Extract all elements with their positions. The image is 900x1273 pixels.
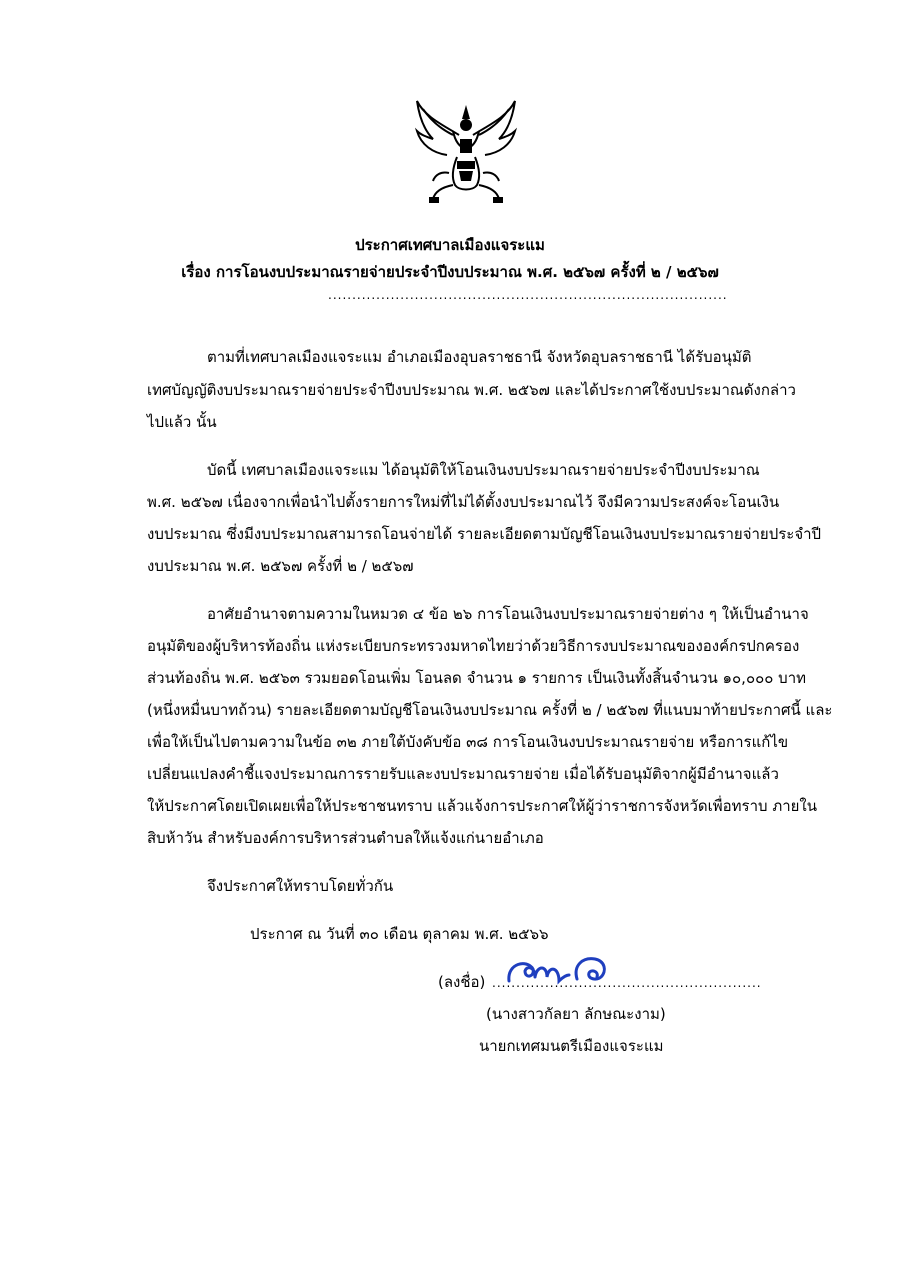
announcement-subject: เรื่อง การโอนงบประมาณรายจ่ายประจำปีงบประมาณ พ.ศ. ๒๕๖๗ ครั้งที่ ๒ / ๒๕๖๗ xyxy=(181,263,719,281)
paragraph-1-line-1: ตามที่เทศบาลเมืองแจระแม อำเภอเมืองอุบลราชธานี จังหวัดอุบลราชธานี ได้รับอนุมัติ xyxy=(207,348,752,366)
title-separator: ................................................................................... xyxy=(328,288,728,302)
paragraph-3-line-7: ให้ประกาศโดยเปิดเผยเพื่อให้ประชาชนทราบ แล้วแจ้งการประกาศให้ผู้ว่าราชการจังหวัดเพื่อทราบ ภายใน xyxy=(147,797,817,815)
paragraph-2-line-2: พ.ศ. ๒๕๖๗ เนื่องจากเพื่อนำไปตั้งรายการใหม่ที่ไม่ได้ตั้งงบประมาณไว้ จึงมีความประสงค์จะโอนเงิน xyxy=(147,493,780,511)
signer-position: นายกเทศมนตรีเมืองแจระแม xyxy=(479,1037,664,1055)
paragraph-3-line-5: เพื่อให้เป็นไปตามความในข้อ ๓๒ ภายใต้บังคับข้อ ๓๘ การโอนเงินงบประมาณรายจ่าย หรือการแก้ไข xyxy=(147,733,789,751)
garuda-emblem xyxy=(413,95,519,205)
signer-name: (นางสาวกัลยา ลักษณะงาม) xyxy=(486,1005,666,1023)
closing-statement: จึงประกาศให้ทราบโดยทั่วกัน xyxy=(207,877,394,895)
paragraph-3-line-3: ส่วนท้องถิ่น พ.ศ. ๒๕๖๓ รวมยอดโอนเพิ่ม โอนลด จำนวน ๑ รายการ เป็นเงินทั้งสิ้นจำนวน ๑๐,๐๐๐ บาท xyxy=(147,669,807,687)
paragraph-2-line-1: บัดนี้ เทศบาลเมืองแจระแม ได้อนุมัติให้โอนเงินงบประมาณรายจ่ายประจำปีงบประมาณ xyxy=(207,461,760,479)
paragraph-3-line-2: อนุมัติของผู้บริหารท้องถิ่น แห่งระเบียบกระทรวงมหาดไทยว่าด้วยวิธีการงบประมาณขององค์กรปกครอง xyxy=(147,637,800,655)
announcement-date: ประกาศ ณ วันที่ ๓๐ เดือน ตุลาคม พ.ศ. ๒๕๖๖ xyxy=(250,925,549,943)
paragraph-1-line-2: เทศบัญญัติงบประมาณรายจ่ายประจำปีงบประมาณ พ.ศ. ๒๕๖๗ และได้ประกาศใช้งบประมาณดังกล่าว xyxy=(147,381,796,399)
handwritten-signature xyxy=(503,955,615,989)
announcement-title: ประกาศเทศบาลเมืองแจระแม xyxy=(355,236,545,254)
paragraph-3-line-8: สิบห้าวัน สำหรับองค์การบริหารส่วนตำบลให้แจ้งแก่นายอำเภอ xyxy=(147,829,544,847)
paragraph-3-line-6: เปลี่ยนแปลงคำชี้แจงประมาณการรายรับและงบประมาณรายจ่าย เมื่อได้รับอนุมัติจากผู้มีอำนาจแล้ว xyxy=(147,765,779,783)
paragraph-2-line-4: งบประมาณ พ.ศ. ๒๕๖๗ ครั้งที่ ๒ / ๒๕๖๗ xyxy=(147,557,414,575)
signature-line: ........................................................ xyxy=(492,976,762,990)
paragraph-3-line-4: (หนึ่งหมื่นบาทถ้วน) รายละเอียดตามบัญชีโอนเงินงบประมาณ ครั้งที่ ๒ / ๒๕๖๗ ที่แนบมาท้ายประกาศนี้ และ xyxy=(147,701,833,719)
paragraph-3-line-1: อาศัยอำนาจตามความในหมวด ๔ ข้อ ๒๖ การโอนเงินงบประมาณรายจ่ายต่าง ๆ ให้เป็นอำนาจ xyxy=(207,605,809,623)
paragraph-1-line-3: ไปแล้ว นั้น xyxy=(147,413,217,431)
sign-label: (ลงชื่อ) xyxy=(438,973,486,991)
paragraph-2-line-3: งบประมาณ ซึ่งมีงบประมาณสามารถโอนจ่ายได้ รายละเอียดตามบัญชีโอนเงินงบประมาณรายจ่ายประจำปี xyxy=(147,525,822,543)
